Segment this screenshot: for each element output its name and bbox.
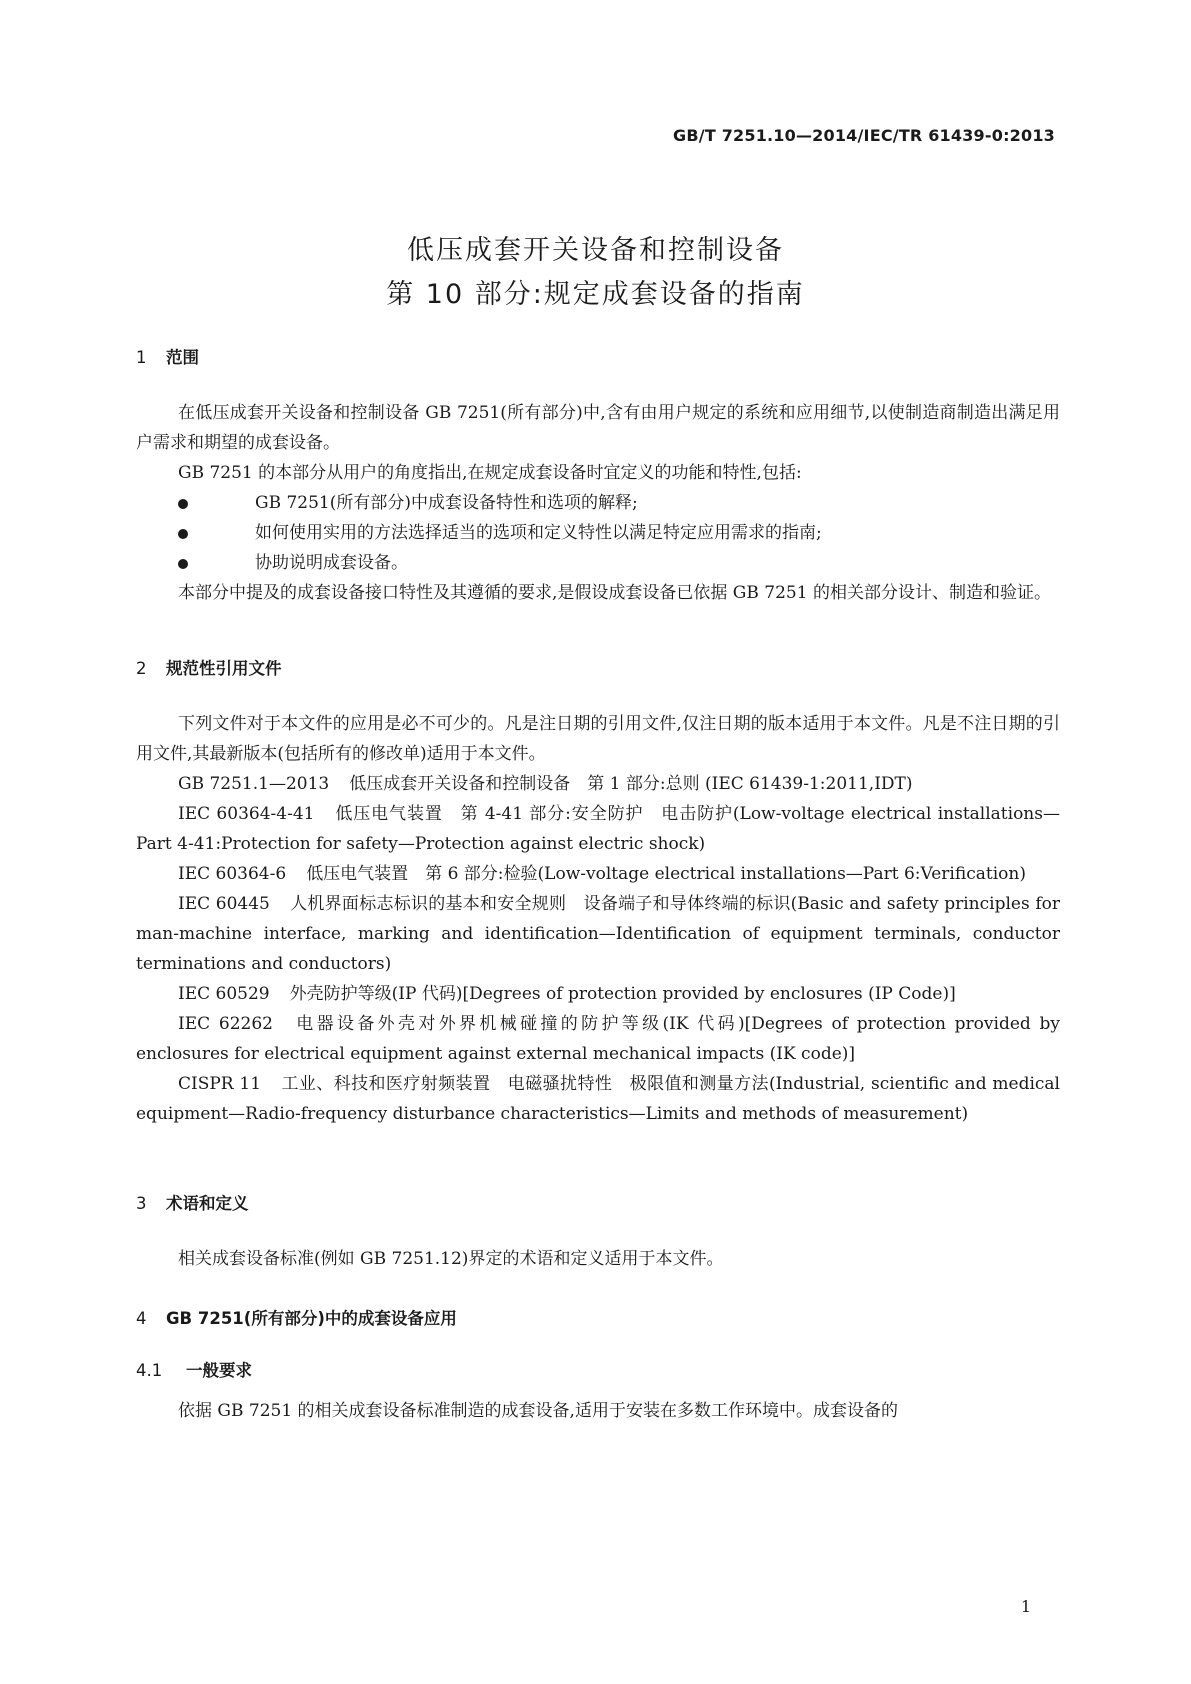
section-1-heading: [136, 344, 199, 368]
section-title: 术语和定义: [166, 1194, 249, 1213]
reference-item: [136, 979, 1060, 1009]
reference-text: 工业、科技和医疗射频装置 电磁骚扰特性 极限值和测量方法(Industrial, scientific and medical equipment—Radio-frequency disturbance characteristics—Limits and methods of measurement): [136, 1074, 1060, 1124]
section-title: 范围: [166, 348, 199, 367]
paragraph: 下列文件对于本文件的应用是必不可少的。凡是注日期的引用文件,仅注日期的版本适用于本文件。凡是不注日期的引用文件,其最新版本(包括所有的修改单)适用于本文件。: [136, 714, 1060, 764]
reference-code: IEC 62262: [178, 1014, 273, 1034]
reference-code: IEC 60445: [178, 894, 270, 914]
bullet-item: GB 7251(所有部分)中成套设备特性和选项的解释;: [136, 488, 1060, 518]
section-3-body: [136, 1244, 1060, 1274]
reference-code: GB 7251.1—2013: [178, 774, 330, 794]
reference-text: 低压成套开关设备和控制设备 第 1 部分:总则 (IEC 61439-1:2011,IDT): [349, 774, 913, 794]
section-number: 3: [136, 1194, 147, 1213]
page-number: 1: [1020, 1597, 1031, 1616]
section-4-heading: [136, 1305, 457, 1329]
reference-text: 低压电气装置 第 4-41 部分:安全防护 电击防护(Low-voltage electrical installations—Part 4-41:Protection for safety—Protection against electric shock): [136, 804, 1060, 854]
section-number: 1: [136, 348, 147, 367]
reference-item: [136, 859, 1060, 889]
reference-item: [136, 1069, 1060, 1129]
bullet-dot-icon: [178, 529, 188, 539]
reference-item: [136, 1009, 1060, 1069]
bullet-dot-icon: [178, 559, 188, 569]
reference-item: [136, 769, 1060, 799]
section-4-1-body: [136, 1396, 1060, 1426]
section-3-heading: [136, 1190, 249, 1214]
bullet-item: 如何使用实用的方法选择适当的选项和定义特性以满足特定应用需求的指南;: [136, 518, 1060, 548]
reference-item: [136, 799, 1060, 859]
section-1-body: [136, 398, 1060, 608]
reference-item: [136, 889, 1060, 979]
section-number: 2: [136, 659, 147, 678]
reference-text: 低压电气装置 第 6 部分:检验(Low-voltage electrical installations—Part 6:Verification): [306, 864, 1026, 884]
section-title: 规范性引用文件: [166, 659, 282, 678]
document-title-line1: 低压成套开关设备和控制设备: [407, 235, 784, 266]
bullet-dot-icon: [178, 499, 188, 509]
reference-code: IEC 60364-6: [178, 864, 287, 884]
reference-text: 外壳防护等级(IP 代码)[Degrees of protection provided by enclosures (IP Code)]: [289, 984, 956, 1004]
reference-text: 电器设备外壳对外界机械碰撞的防护等级(IK 代码)[Degrees of protection provided by enclosures for electrical equipment against external mechanical impacts (IK code)]: [136, 1014, 1060, 1064]
reference-text: 人机界面标志标识的基本和安全规则 设备端子和导体终端的标识(Basic and safety principles for man-machine interface, marking and identification—Identification of equipment terminals, conductor terminations and conductors): [136, 894, 1061, 974]
paragraph: 本部分中提及的成套设备接口特性及其遵循的要求,是假设成套设备已依据 GB 7251 的相关部分设计、制造和验证。: [178, 583, 1051, 603]
standard-code: GB/T 7251.10—2014/IEC/TR 61439-0:2013: [673, 126, 1055, 145]
bullet-item: 协助说明成套设备。: [136, 548, 1060, 578]
section-title: 一般要求: [186, 1361, 252, 1380]
reference-code: IEC 60529: [178, 984, 270, 1004]
section-number: 4: [136, 1309, 147, 1328]
section-2-body: [136, 709, 1060, 1129]
paragraph: GB 7251 的本部分从用户的角度指出,在规定成套设备时宜定义的功能和特性,包括:: [178, 463, 802, 483]
reference-code: IEC 60364-4-41: [178, 804, 315, 824]
paragraph: 相关成套设备标准(例如 GB 7251.12)界定的术语和定义适用于本文件。: [178, 1249, 724, 1269]
paragraph: 依据 GB 7251 的相关成套设备标准制造的成套设备,适用于安装在多数工作环境中。成套设备的: [178, 1401, 898, 1421]
reference-code: CISPR 11: [178, 1074, 262, 1094]
section-title: GB 7251(所有部分)中的成套设备应用: [166, 1309, 457, 1328]
section-4-1-heading: [136, 1357, 252, 1381]
document-title-line2: 第 10 部分:规定成套设备的指南: [386, 279, 805, 310]
section-2-heading: [136, 655, 282, 679]
paragraph: 在低压成套开关设备和控制设备 GB 7251(所有部分)中,含有由用户规定的系统和应用细节,以使制造商制造出满足用户需求和期望的成套设备。: [136, 403, 1060, 453]
section-number: 4.1: [136, 1361, 163, 1380]
